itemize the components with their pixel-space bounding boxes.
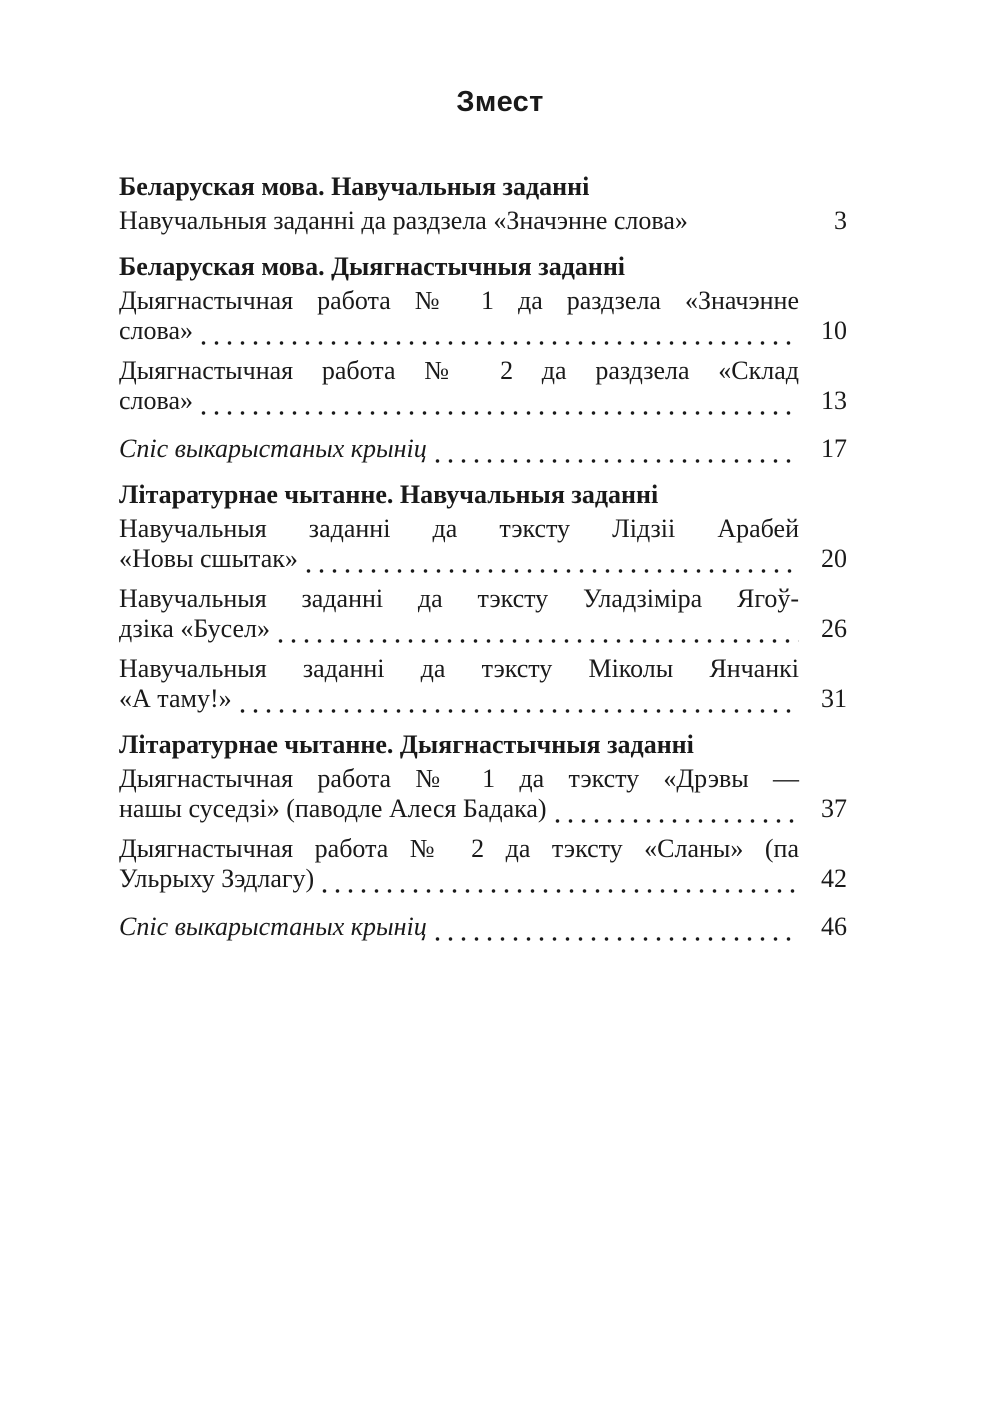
- entry-title-line-2: Ульрыху Зэдлагу): [119, 864, 315, 893]
- dot-leader: [547, 794, 799, 824]
- toc-entry[interactable]: [119, 834, 847, 894]
- toc-section-literature-learning: [119, 476, 847, 714]
- page-number: 13: [821, 386, 847, 415]
- toc-entry[interactable]: [119, 654, 847, 714]
- toc-section-belarusian-learning: [119, 168, 847, 236]
- entry-title-line-1: Навучальныя заданні да тэксту Уладзіміра Ягоў-: [119, 584, 799, 613]
- dot-leader: [298, 544, 799, 574]
- section-heading: Літаратурнае чытанне. Навучальныя заданні: [119, 480, 659, 509]
- entry-title-line-1: Дыягнастычная работа № 2 да раздзела «Склад: [119, 356, 799, 385]
- toc-section-literature-diagnostic: [119, 726, 847, 942]
- entry-title-line-1: Навучальныя заданні да тэксту Міколы Янчанкі: [119, 654, 799, 683]
- section-heading: Беларуская мова. Дыягнастычныя заданні: [119, 252, 626, 281]
- page-number: 42: [821, 864, 847, 893]
- toc-entry[interactable]: [119, 764, 847, 824]
- entry-title-line-2: нашы суседзі» (паводле Алеся Бадака): [119, 794, 547, 823]
- page-number: 37: [821, 794, 847, 823]
- entry-title-line-1: Дыягнастычная работа № 2 да тэксту «Сланы» (па: [119, 834, 799, 863]
- entry-title: Навучальныя заданні да раздзела «Значэнне слова»: [119, 206, 688, 235]
- dot-leader: [314, 864, 799, 894]
- toc-entry[interactable]: [119, 356, 847, 416]
- page-title: Змест: [456, 86, 544, 118]
- toc-entry-sources[interactable]: [119, 912, 847, 942]
- toc-entry[interactable]: [119, 584, 847, 644]
- section-heading: Беларуская мова. Навучальныя заданні: [119, 172, 590, 201]
- toc-entry[interactable]: [119, 514, 847, 574]
- dot-leader: [427, 434, 799, 464]
- toc-section-belarusian-diagnostic: [119, 248, 847, 464]
- entry-title-line-1: Навучальныя заданні да тэксту Лідзіі Арабей: [119, 514, 799, 543]
- entry-title-line-2: слова»: [119, 386, 193, 415]
- page-number: 26: [821, 614, 847, 643]
- entry-title-line-2: «Новы сшытак»: [119, 544, 298, 573]
- toc-entry[interactable]: [119, 206, 847, 236]
- entry-title-line-2: слова»: [119, 316, 193, 345]
- entry-title-line-1: Дыягнастычная работа № 1 да тэксту «Дрэвы —: [119, 764, 799, 793]
- toc-entry[interactable]: [119, 286, 847, 346]
- page-number: 3: [834, 206, 847, 235]
- section-heading: Літаратурнае чытанне. Дыягнастычныя заданні: [119, 730, 694, 759]
- page-number: 17: [821, 434, 847, 463]
- page-number: 46: [821, 912, 847, 941]
- table-of-contents: [119, 168, 847, 942]
- page-number: 31: [821, 684, 847, 713]
- dot-leader: [427, 912, 799, 942]
- dot-leader: [193, 316, 799, 346]
- entry-title-line-2: «А таму!»: [119, 684, 232, 713]
- dot-leader: [232, 684, 799, 714]
- dot-leader: [193, 386, 799, 416]
- toc-entry-sources[interactable]: [119, 434, 847, 464]
- entry-title: Спіс выкарыстаных крыніц: [119, 434, 427, 463]
- dot-leader: [270, 614, 799, 644]
- dot-leader: [688, 206, 799, 236]
- entry-title: Спіс выкарыстаных крыніц: [119, 912, 427, 941]
- entry-title-line-2: дзіка «Бусел»: [119, 614, 270, 643]
- page-number: 20: [821, 544, 847, 573]
- entry-title-line-1: Дыягнастычная работа № 1 да раздзела «Значэнне: [119, 286, 799, 315]
- page-number: 10: [821, 316, 847, 345]
